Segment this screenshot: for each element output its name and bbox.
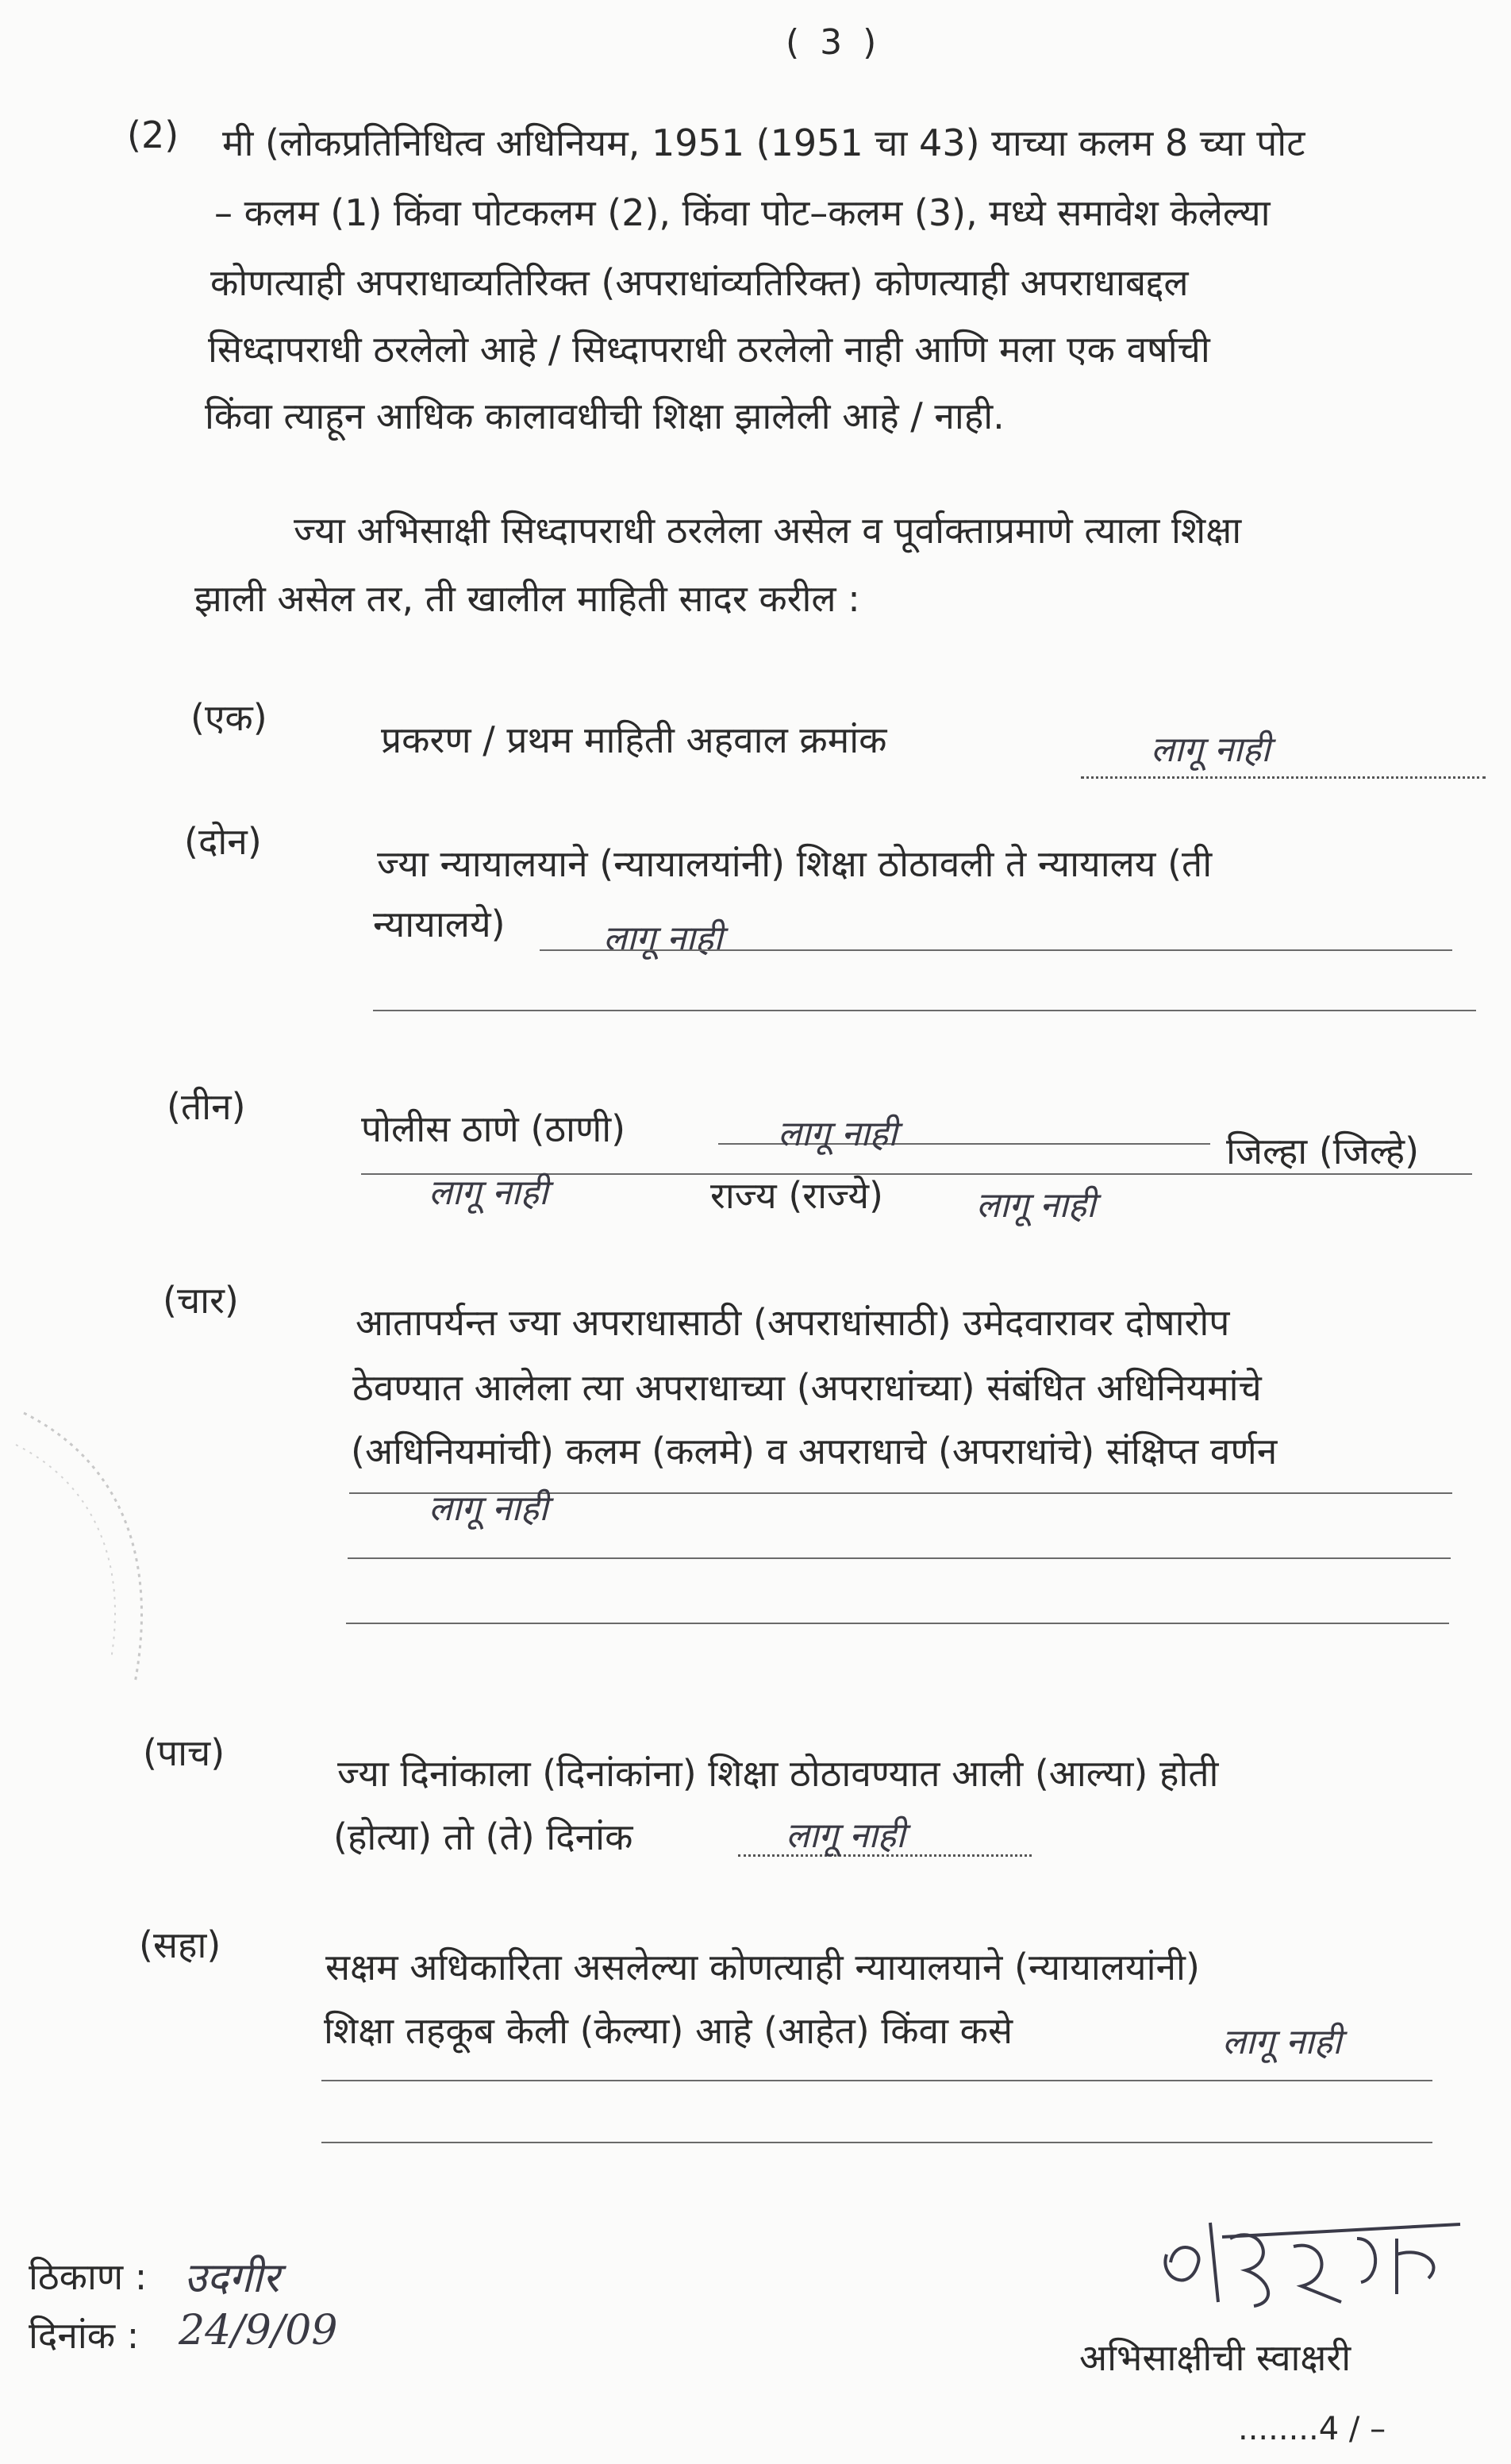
item-saha-line-1: सक्षम अधिकारिता असलेल्या कोणत्याही न्यायालयाने (न्यायालयांनी): [325, 1946, 1200, 1989]
item-char-line-2: ठेवण्यात आलेला त्या अपराधाच्या (अपराधांच्या) संबंधित अधिनियमांचे: [352, 1366, 1262, 1409]
place-label: ठिकाण :: [29, 2255, 148, 2298]
item-char-rule-3: [346, 1623, 1449, 1624]
item-saha-label: (सहा): [139, 1923, 221, 1966]
item-char-rule-2: [348, 1557, 1451, 1559]
intro-line-2: झाली असेल तर, ती खालील माहिती सादर करील :: [194, 577, 860, 620]
continuation-marker: ........4 / –: [1238, 2411, 1386, 2447]
clause-line-1: मी (लोकप्रतिनिधित्व अधिनियम, 1951 (1951 चा 43) याच्या कलम 8 च्या पोट: [222, 121, 1305, 164]
item-ek-answer: लागू नाही: [1151, 730, 1271, 770]
signature-caption: अभिसाक्षीची स्वाक्षरी: [1079, 2336, 1351, 2379]
item-don-line-2: न्यायालये): [373, 903, 506, 945]
date-label: दिनांक :: [29, 2314, 140, 2357]
item-saha-rule-1: [321, 2080, 1432, 2081]
handwritten-signature: [1143, 2207, 1476, 2326]
item-teen-district-answer: लागू नाही: [429, 1172, 548, 1213]
intro-line-1: ज्या अभिसाक्षी सिध्दापराधी ठरलेला असेल व पूर्वाक्ताप्रमाणे त्याला शिक्षा: [294, 509, 1242, 552]
item-ek-label: (एक): [190, 696, 267, 739]
item-char-label: (चार): [163, 1279, 239, 1322]
clause-line-5: किंवा त्याहून आधिक कालावधीची शिक्षा झालेली आहे / नाही.: [205, 395, 1005, 437]
item-teen-label: (तीन): [167, 1085, 246, 1128]
item-teen-state-answer: लागू नाही: [976, 1185, 1096, 1226]
item-don-rule-2: [373, 1010, 1476, 1011]
item-don-label: (दोन): [184, 820, 262, 863]
item-don-line-1: ज्या न्यायालयाने (न्यायालयांनी) शिक्षा ठोठावली ते न्यायालय (ती: [377, 842, 1213, 885]
item-pach-line-1: ज्या दिनांकाला (दिनांकांना) शिक्षा ठोठावण्यात आली (आल्या) होती: [337, 1752, 1219, 1795]
faint-stamp-mark: [0, 1397, 175, 1731]
clause-number: (2): [127, 114, 179, 156]
item-pach-label: (पाच): [143, 1731, 225, 1774]
clause-line-2: – कलम (1) किंवा पोटकलम (2), किंवा पोट–कलम (3), मध्ये समावेश केलेल्या: [214, 191, 1271, 234]
place-value: उदगीर: [184, 2254, 280, 2302]
clause-line-3: कोणत्याही अपराधाव्यतिरिक्त (अपराधांव्यतिरिक्त) कोणत्याही अपराधाबद्दल: [210, 261, 1189, 304]
item-teen-state-label: राज्य (राज्ये): [710, 1174, 883, 1217]
item-ek-text: प्रकरण / प्रथम माहिती अहवाल क्रमांक: [381, 718, 887, 761]
date-value: 24/9/09: [179, 2307, 338, 2354]
item-saha-rule-2: [321, 2142, 1432, 2143]
item-teen-police-answer: लागू नाही: [778, 1114, 898, 1154]
item-pach-answer: लागू नाही: [786, 1815, 905, 1856]
item-char-answer: लागू नाही: [429, 1488, 548, 1529]
item-saha-line-2: शिक्षा तहकूब केली (केल्या) आहे (आहेत) किंवा कसे: [324, 2009, 1013, 2052]
item-don-answer: लागू नाही: [603, 918, 723, 959]
item-teen-police-label: पोलीस ठाणे (ठाणी): [361, 1107, 626, 1150]
item-saha-answer: लागू नाही: [1222, 2022, 1342, 2062]
item-ek-dotted-line: [1081, 776, 1486, 779]
item-teen-district-label: जिल्हा (जिल्हे): [1226, 1130, 1420, 1172]
item-char-line-1: आतापर्यन्त ज्या अपराधासाठी (अपराधांसाठी) उमेदवारावर दोषारोप: [356, 1301, 1230, 1344]
item-don-rule-1: [540, 949, 1452, 951]
clause-line-4: सिध्दापराधी ठरलेलो आहे / सिध्दापराधी ठरलेलो नाही आणि मला एक वर्षाची: [208, 328, 1210, 371]
page-number: ( 3 ): [786, 22, 882, 63]
item-char-line-3: (अधिनियमांची) कलम (कलमे) व अपराधाचे (अपराधांचे) संक्षिप्त वर्णन: [351, 1430, 1278, 1473]
item-pach-line-2: (होत्या) तो (ते) दिनांक: [333, 1815, 633, 1858]
